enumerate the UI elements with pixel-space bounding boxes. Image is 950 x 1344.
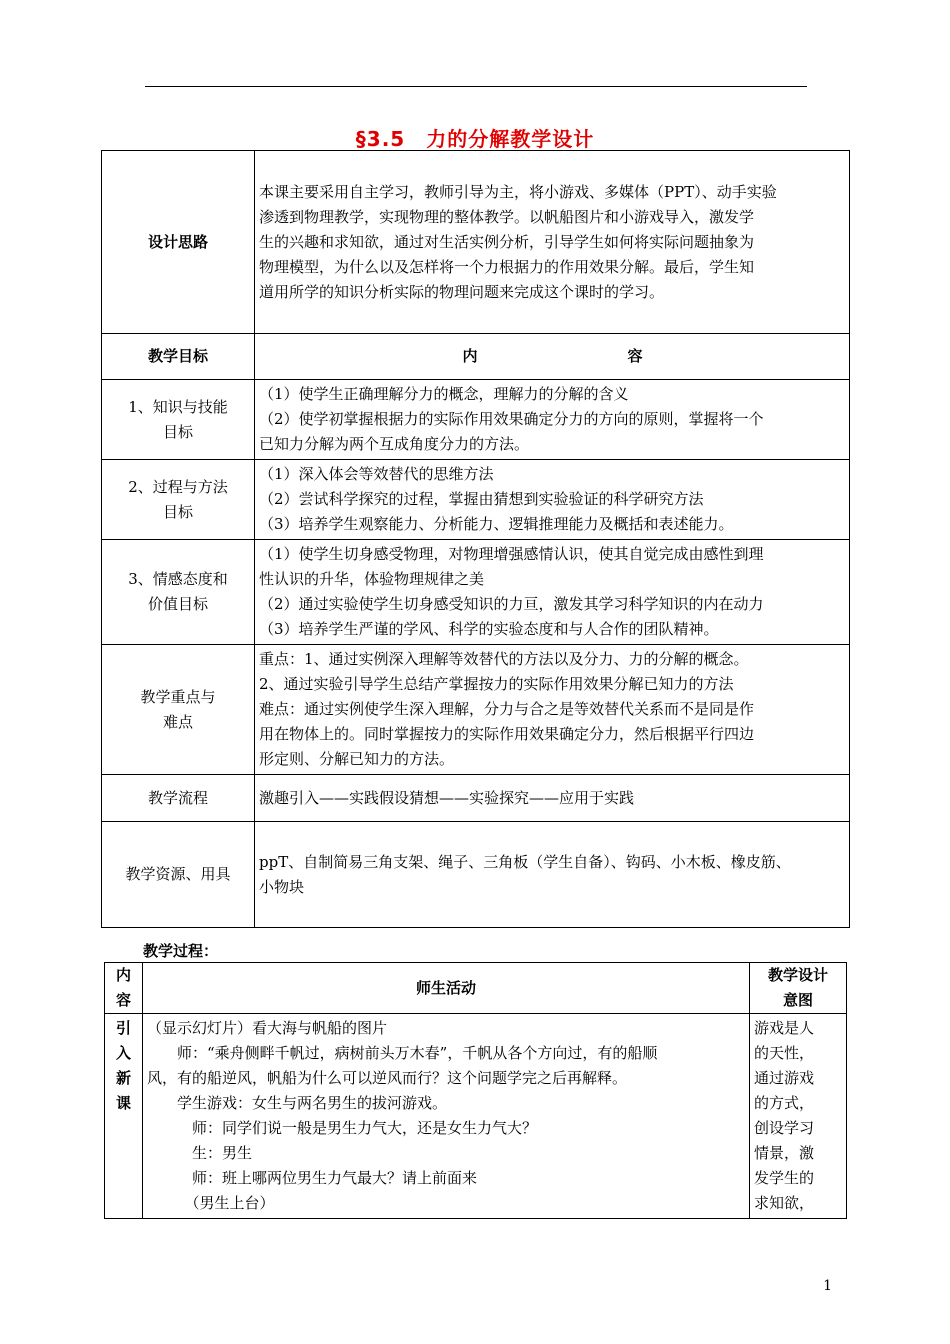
intro-row [105, 1014, 847, 1219]
resources-row [102, 822, 850, 928]
text-line: （2）使学初掌握根据力的实际作用效果确定分力的方向的原则，掌握将一个 [259, 410, 764, 428]
text-line: 本课主要采用自主学习，教师引导为主，将小游戏、多媒体（PPT）、动手实验 [259, 182, 777, 201]
header-rule [145, 86, 807, 87]
objectives-label: 教学目标 [102, 334, 255, 380]
process-header-row [105, 963, 847, 1014]
design-idea-label: 设计思路 [102, 151, 255, 334]
text-line: 物理模型，为什么以及怎样将一个力根据力的作用效果分解。最后，学生知 [259, 257, 755, 276]
attitude-objective-content [255, 540, 850, 645]
text-line: 性认识的升华，体验物理规律之美 [259, 570, 485, 588]
intro-activity-cell [143, 1014, 750, 1219]
text-line: （2）通过实验使学生切身感受知识的力亘，激发其学习科学知识的内在动力 [259, 595, 764, 613]
text-line: 师：班上哪两位男生力气最大？请上前面来 [147, 1169, 478, 1187]
process-table [104, 962, 847, 1219]
text-line: （男生上台） [147, 1194, 275, 1212]
process-section-label: 教学过程： [143, 942, 219, 960]
document-title: §3.5 力的分解教学设计 [355, 127, 595, 151]
attitude-objective-label: 3、情感态度和 价值目标 [102, 540, 255, 645]
intro-intent-cell: 游戏是人 的天性， 通过游戏 的方式， 创设学习 情景，激 发学生的 求知欲， [750, 1014, 847, 1219]
text-line: 小物块 [259, 877, 305, 896]
col-content-header: 内 容 [105, 963, 143, 1014]
text-line: （2）尝试科学探究的过程，掌握由猜想到实验验证的科学研究方法 [259, 490, 704, 508]
col-activity-header: 师生活动 [143, 963, 750, 1014]
design-idea-row [102, 151, 850, 334]
key-difficult-row [102, 645, 850, 775]
teaching-flow-row [102, 775, 850, 822]
text-line: （3）培养学生观察能力、分析能力、逻辑推理能力及概括和表述能力。 [259, 515, 734, 533]
text-line: （1）使学生切身感受物理，对物理增强感情认识，使其自觉完成由感性到理 [259, 545, 764, 563]
text-line: 生：男生 [147, 1144, 253, 1162]
design-idea-content [255, 151, 850, 334]
text-line: 生的兴趣和求知欲，通过对生活实例分析，引导学生如何将实际问题抽象为 [259, 232, 755, 251]
process-objective-content [255, 460, 850, 540]
text-line: 学生游戏：女生与两名男生的拔河游戏。 [147, 1094, 448, 1112]
col-intent-header: 教学设计 意图 [750, 963, 847, 1014]
knowledge-objective-content [255, 380, 850, 460]
text-line: 师：同学们说一般是男生力气大，还是女生力气大？ [147, 1119, 538, 1137]
text-line: 风，有的船逆风，帆船为什么可以逆风而行？这个问题学完之后再解释。 [147, 1069, 628, 1087]
text-line: 重点：1、通过实例深入理解等效替代的方法以及分力、力的分解的概念。 [259, 650, 749, 668]
intro-section-cell: 引 入 新 课 [105, 1014, 143, 1219]
text-line: 形定则、分解已知力的方法。 [259, 750, 455, 768]
teaching-flow-content [255, 775, 850, 822]
design-table [101, 150, 850, 928]
text-line: 激趣引入——实践假设猜想——实验探究——应用于实践 [259, 788, 635, 807]
content-header: 内 容 [255, 334, 850, 380]
teaching-flow-label: 教学流程 [102, 775, 255, 822]
key-difficult-label: 教学重点与 难点 [102, 645, 255, 775]
key-difficult-content [255, 645, 850, 775]
text-line: 难点：通过实例使学生深入理解，分力与合之是等效替代关系而不是同是作 [259, 700, 755, 718]
resources-label: 教学资源、用具 [102, 822, 255, 928]
text-line: （显示幻灯片）看大海与帆船的图片 [147, 1019, 388, 1037]
process-objective-label: 2、过程与方法 目标 [102, 460, 255, 540]
text-line: 师：“乘舟侧畔千帆过，病树前头万木春”，千帆从各个方向过，有的船顺 [147, 1044, 658, 1062]
text-line: 已知力分解为两个互成角度分力的方法。 [259, 435, 530, 453]
knowledge-objective-row [102, 380, 850, 460]
resources-content [255, 822, 850, 928]
objectives-header-row [102, 334, 850, 380]
text-line: （1）深入体会等效替代的思维方法 [259, 465, 494, 483]
knowledge-objective-label: 1、知识与技能 目标 [102, 380, 255, 460]
text-line: 2、通过实验引导学生总结产掌握按力的实际作用效果分解已知力的方法 [259, 675, 734, 693]
text-line: 道用所学的知识分析实际的物理问题来完成这个课时的学习。 [259, 282, 665, 301]
attitude-objective-row [102, 540, 850, 645]
text-line: 用在物体上的。同时掌握按力的实际作用效果确定分力，然后根据平行四边 [259, 725, 755, 743]
text-line: 渗透到物理教学，实现物理的整体教学。以帆船图片和小游戏导入，激发学 [259, 207, 755, 226]
text-line: ppT、自制简易三角支架、绳子、三角板（学生自备）、钩码、小木板、橡皮筋、 [259, 852, 791, 871]
text-line: （3）培养学生严谨的学风、科学的实验态度和与人合作的团队精神。 [259, 620, 719, 638]
text-line: （1）使学生正确理解分力的概念，理解力的分解的含义 [259, 385, 629, 403]
page-number: 1 [823, 1278, 832, 1294]
process-objective-row [102, 460, 850, 540]
